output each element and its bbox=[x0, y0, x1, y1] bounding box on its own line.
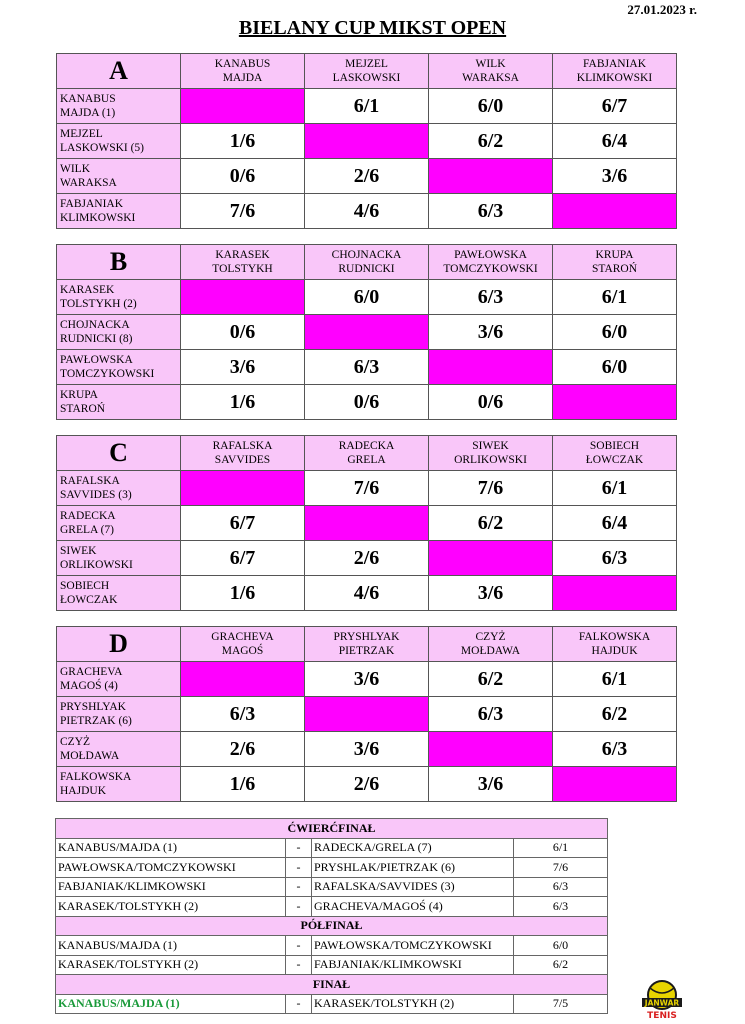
score-cell: 3/6 bbox=[553, 159, 677, 194]
player-name: RADECKA bbox=[338, 440, 395, 452]
player-name: WILK bbox=[60, 163, 91, 175]
player-name: TOLSTYKH bbox=[212, 263, 273, 275]
match-row bbox=[56, 877, 608, 897]
column-header bbox=[553, 245, 677, 280]
score-cell: 6/2 bbox=[429, 506, 553, 541]
player-name: SOBIECH bbox=[589, 440, 640, 452]
column-header bbox=[305, 54, 429, 89]
player-name: MEJZEL bbox=[60, 128, 103, 140]
player-pair: KANABUS/MAJDA (1) bbox=[56, 994, 286, 1014]
versus-dash: - bbox=[286, 858, 312, 878]
player-name: SIWEK bbox=[472, 440, 509, 452]
player-name: RAFALSKA bbox=[60, 475, 120, 487]
diagonal-cell bbox=[305, 506, 429, 541]
semifinal-heading: PÓŁFINAŁ bbox=[56, 916, 608, 936]
score-cell: 6/1 bbox=[553, 471, 677, 506]
group-letter: B bbox=[57, 245, 181, 280]
player-pair: KANABUS/MAJDA (1) bbox=[56, 936, 286, 956]
score-cell: 6/2 bbox=[429, 124, 553, 159]
opponent-pair: RADECKA/GRELA (7) bbox=[312, 838, 514, 858]
score-cell: 6/3 bbox=[429, 697, 553, 732]
player-name: HAJDUK bbox=[591, 645, 638, 657]
score-cell: 0/6 bbox=[429, 385, 553, 420]
player-name: MEJZEL bbox=[345, 58, 388, 70]
player-name: MOŁDAWA bbox=[60, 750, 120, 762]
column-header bbox=[553, 436, 677, 471]
column-header bbox=[553, 627, 677, 662]
diagonal-cell bbox=[305, 124, 429, 159]
score-cell: 1/6 bbox=[181, 576, 305, 611]
score-cell: 6/0 bbox=[553, 315, 677, 350]
score-cell: 3/6 bbox=[305, 732, 429, 767]
opponent-pair: PRYSHLAK/PIETRZAK (6) bbox=[312, 858, 514, 878]
player-name: KRUPA bbox=[60, 389, 98, 401]
final-heading: FINAŁ bbox=[56, 975, 608, 995]
column-header bbox=[429, 245, 553, 280]
player-name: KARASEK bbox=[60, 284, 115, 296]
diagonal-cell bbox=[429, 159, 553, 194]
logo-top-text: JANWAR bbox=[644, 998, 680, 1008]
versus-dash: - bbox=[286, 897, 312, 917]
opponent-pair: RAFALSKA/SAVVIDES (3) bbox=[312, 877, 514, 897]
player-name: PIETRZAK bbox=[338, 645, 395, 657]
player-name: ORLIKOWSKI bbox=[60, 559, 133, 571]
diagonal-cell bbox=[305, 697, 429, 732]
score-cell: 4/6 bbox=[305, 194, 429, 229]
player-name: LASKOWSKI (5) bbox=[60, 142, 145, 154]
player-name: PAWŁOWSKA bbox=[454, 249, 527, 261]
player-name: TOLSTYKH (2) bbox=[60, 298, 137, 310]
column-header bbox=[429, 436, 553, 471]
player-name: TOMCZYKOWSKI bbox=[443, 263, 538, 275]
opponent-pair: PAWŁOWSKA/TOMCZYKOWSKI bbox=[312, 936, 514, 956]
player-name: KRUPA bbox=[595, 249, 634, 261]
player-name: LASKOWSKI bbox=[332, 72, 401, 84]
score-cell: 6/3 bbox=[305, 350, 429, 385]
score-cell: 6/1 bbox=[553, 662, 677, 697]
row-header bbox=[57, 767, 181, 802]
diagonal-cell bbox=[181, 89, 305, 124]
player-name: PRYSHLYAK bbox=[333, 631, 400, 643]
player-name: RUDNICKI bbox=[338, 263, 395, 275]
group-letter: C bbox=[57, 436, 181, 471]
diagonal-cell bbox=[181, 471, 305, 506]
row-header bbox=[57, 471, 181, 506]
opponent-pair: KARASEK/TOLSTYKH (2) bbox=[312, 994, 514, 1014]
diagonal-cell bbox=[429, 541, 553, 576]
group-table-c bbox=[56, 435, 677, 611]
quarterfinal-heading: ĆWIERĆFINAŁ bbox=[56, 819, 608, 839]
match-row bbox=[56, 955, 608, 975]
player-name: RUDNICKI (8) bbox=[60, 333, 133, 345]
player-name: GRELA (7) bbox=[60, 524, 114, 536]
row-header bbox=[57, 194, 181, 229]
diagonal-cell bbox=[181, 280, 305, 315]
player-name: ŁOWCZAK bbox=[585, 454, 644, 466]
column-header bbox=[305, 627, 429, 662]
player-name: WILK bbox=[475, 58, 506, 70]
player-name: KANABUS bbox=[60, 93, 116, 105]
score-cell: 6/7 bbox=[553, 89, 677, 124]
match-row bbox=[56, 838, 608, 858]
row-header bbox=[57, 697, 181, 732]
score-cell: 6/3 bbox=[181, 697, 305, 732]
player-name: MAJDA bbox=[222, 72, 263, 84]
column-header bbox=[181, 54, 305, 89]
score-cell: 0/6 bbox=[305, 385, 429, 420]
player-name: PRYSHLYAK bbox=[60, 701, 126, 713]
player-name: MAJDA (1) bbox=[60, 107, 116, 119]
score-cell: 6/3 bbox=[429, 280, 553, 315]
row-header bbox=[57, 89, 181, 124]
player-name: STAROŃ bbox=[591, 263, 638, 275]
versus-dash: - bbox=[286, 994, 312, 1014]
player-name: SAVVIDES bbox=[214, 454, 271, 466]
versus-dash: - bbox=[286, 838, 312, 858]
score-cell: 1/6 bbox=[181, 124, 305, 159]
row-header bbox=[57, 159, 181, 194]
player-name: SIWEK bbox=[60, 545, 97, 557]
versus-dash: - bbox=[286, 877, 312, 897]
group-letter: A bbox=[57, 54, 181, 89]
match-row bbox=[56, 858, 608, 878]
player-name: PAWŁOWSKA bbox=[60, 354, 133, 366]
player-name: MAGOŚ bbox=[221, 645, 264, 657]
player-name: CZYŻ bbox=[475, 631, 506, 643]
row-header bbox=[57, 576, 181, 611]
row-header bbox=[57, 541, 181, 576]
versus-dash: - bbox=[286, 936, 312, 956]
player-name: SOBIECH bbox=[60, 580, 110, 592]
row-header bbox=[57, 506, 181, 541]
opponent-pair: GRACHEVA/MAGOŚ (4) bbox=[312, 897, 514, 917]
player-name: ŁOWCZAK bbox=[60, 594, 118, 606]
player-pair: PAWŁOWSKA/TOMCZYKOWSKI bbox=[56, 858, 286, 878]
score-cell: 7/6 bbox=[305, 471, 429, 506]
player-name: PIETRZAK (6) bbox=[60, 715, 132, 727]
player-name: WARAKSA bbox=[60, 177, 117, 189]
diagonal-cell bbox=[553, 194, 677, 229]
player-name: SAVVIDES (3) bbox=[60, 489, 132, 501]
player-name: WARAKSA bbox=[462, 72, 519, 84]
player-name: CHOJNACKA bbox=[60, 319, 130, 331]
diagonal-cell bbox=[181, 662, 305, 697]
row-header bbox=[57, 732, 181, 767]
column-header bbox=[181, 245, 305, 280]
player-name: MOŁDAWA bbox=[460, 645, 521, 657]
score-cell: 6/3 bbox=[553, 541, 677, 576]
player-name: KLIMKOWSKI bbox=[60, 212, 136, 224]
match-row bbox=[56, 897, 608, 917]
date-label: 27.01.2023 r. bbox=[627, 2, 697, 17]
versus-dash: - bbox=[286, 955, 312, 975]
score-cell: 6/0 bbox=[429, 89, 553, 124]
column-header bbox=[553, 54, 677, 89]
knockout-table bbox=[55, 818, 608, 1014]
score-cell: 6/2 bbox=[429, 662, 553, 697]
score-cell: 2/6 bbox=[305, 767, 429, 802]
group-table-d bbox=[56, 626, 677, 802]
row-header bbox=[57, 662, 181, 697]
diagonal-cell bbox=[429, 732, 553, 767]
diagonal-cell bbox=[429, 350, 553, 385]
diagonal-cell bbox=[553, 385, 677, 420]
player-pair: FABJANIAK/KLIMKOWSKI bbox=[56, 877, 286, 897]
player-name: STAROŃ bbox=[60, 403, 106, 415]
group-table-a bbox=[56, 53, 677, 229]
score-cell: 2/6 bbox=[305, 541, 429, 576]
logo-bottom-text: TENIS bbox=[647, 1011, 677, 1021]
player-name: FABJANIAK bbox=[60, 198, 124, 210]
diagonal-cell bbox=[553, 767, 677, 802]
score-cell: 7/6 bbox=[181, 194, 305, 229]
column-header bbox=[429, 627, 553, 662]
score-cell: 6/4 bbox=[553, 506, 677, 541]
diagonal-cell bbox=[553, 576, 677, 611]
player-name: MAGOŚ (4) bbox=[60, 680, 118, 692]
row-header bbox=[57, 315, 181, 350]
score-cell: 6/7 bbox=[181, 541, 305, 576]
score-cell: 6/1 bbox=[305, 89, 429, 124]
score-cell: 6/2 bbox=[553, 697, 677, 732]
score-cell: 6/3 bbox=[553, 732, 677, 767]
row-header bbox=[57, 385, 181, 420]
match-result: 7/6 bbox=[514, 858, 608, 878]
title-text: BIELANY CUP MIKST OPEN bbox=[238, 17, 507, 39]
page-title bbox=[0, 17, 745, 40]
score-cell: 6/3 bbox=[429, 194, 553, 229]
score-cell: 0/6 bbox=[181, 159, 305, 194]
row-header bbox=[57, 124, 181, 159]
player-pair: KANABUS/MAJDA (1) bbox=[56, 838, 286, 858]
player-name: KARASEK bbox=[215, 249, 270, 261]
player-name: HAJDUK bbox=[60, 785, 106, 797]
match-row bbox=[56, 936, 608, 956]
match-row bbox=[56, 994, 608, 1014]
player-name: ORLIKOWSKI bbox=[454, 454, 527, 466]
score-cell: 1/6 bbox=[181, 385, 305, 420]
player-name: CZYŻ bbox=[60, 736, 91, 748]
opponent-pair: FABJANIAK/KLIMKOWSKI bbox=[312, 955, 514, 975]
score-cell: 2/6 bbox=[181, 732, 305, 767]
match-result: 6/3 bbox=[514, 877, 608, 897]
player-name: RADECKA bbox=[60, 510, 116, 522]
match-result: 6/2 bbox=[514, 955, 608, 975]
match-result: 6/1 bbox=[514, 838, 608, 858]
player-name: FABJANIAK bbox=[582, 58, 647, 70]
player-name: KLIMKOWSKI bbox=[576, 72, 653, 84]
score-cell: 6/7 bbox=[181, 506, 305, 541]
score-cell: 6/4 bbox=[553, 124, 677, 159]
column-header bbox=[429, 54, 553, 89]
column-header bbox=[305, 245, 429, 280]
player-pair: KARASEK/TOLSTYKH (2) bbox=[56, 897, 286, 917]
player-name: FALKOWSKA bbox=[60, 771, 132, 783]
score-cell: 7/6 bbox=[429, 471, 553, 506]
match-result: 6/0 bbox=[514, 936, 608, 956]
score-cell: 1/6 bbox=[181, 767, 305, 802]
score-cell: 4/6 bbox=[305, 576, 429, 611]
score-cell: 3/6 bbox=[429, 315, 553, 350]
score-cell: 3/6 bbox=[305, 662, 429, 697]
player-name: GRACHEVA bbox=[211, 631, 274, 643]
diagonal-cell bbox=[305, 315, 429, 350]
player-name: KANABUS bbox=[214, 58, 271, 70]
score-cell: 3/6 bbox=[429, 576, 553, 611]
player-name: RAFALSKA bbox=[212, 440, 273, 452]
player-name: TOMCZYKOWSKI bbox=[60, 368, 155, 380]
match-result: 7/5 bbox=[514, 994, 608, 1014]
player-name: CHOJNACKA bbox=[331, 249, 402, 261]
score-cell: 0/6 bbox=[181, 315, 305, 350]
score-cell: 6/0 bbox=[553, 350, 677, 385]
group-table-b bbox=[56, 244, 677, 420]
player-name: FALKOWSKA bbox=[578, 631, 651, 643]
score-cell: 6/0 bbox=[305, 280, 429, 315]
score-cell: 6/1 bbox=[553, 280, 677, 315]
score-cell: 3/6 bbox=[181, 350, 305, 385]
match-result: 6/3 bbox=[514, 897, 608, 917]
group-letter: D bbox=[57, 627, 181, 662]
row-header bbox=[57, 350, 181, 385]
score-cell: 3/6 bbox=[429, 767, 553, 802]
janwar-tenis-logo bbox=[640, 978, 684, 1022]
row-header bbox=[57, 280, 181, 315]
column-header bbox=[181, 436, 305, 471]
player-pair: KARASEK/TOLSTYKH (2) bbox=[56, 955, 286, 975]
player-name: GRACHEVA bbox=[60, 666, 123, 678]
column-header bbox=[181, 627, 305, 662]
column-header bbox=[305, 436, 429, 471]
score-cell: 2/6 bbox=[305, 159, 429, 194]
player-name: GRELA bbox=[347, 454, 386, 466]
